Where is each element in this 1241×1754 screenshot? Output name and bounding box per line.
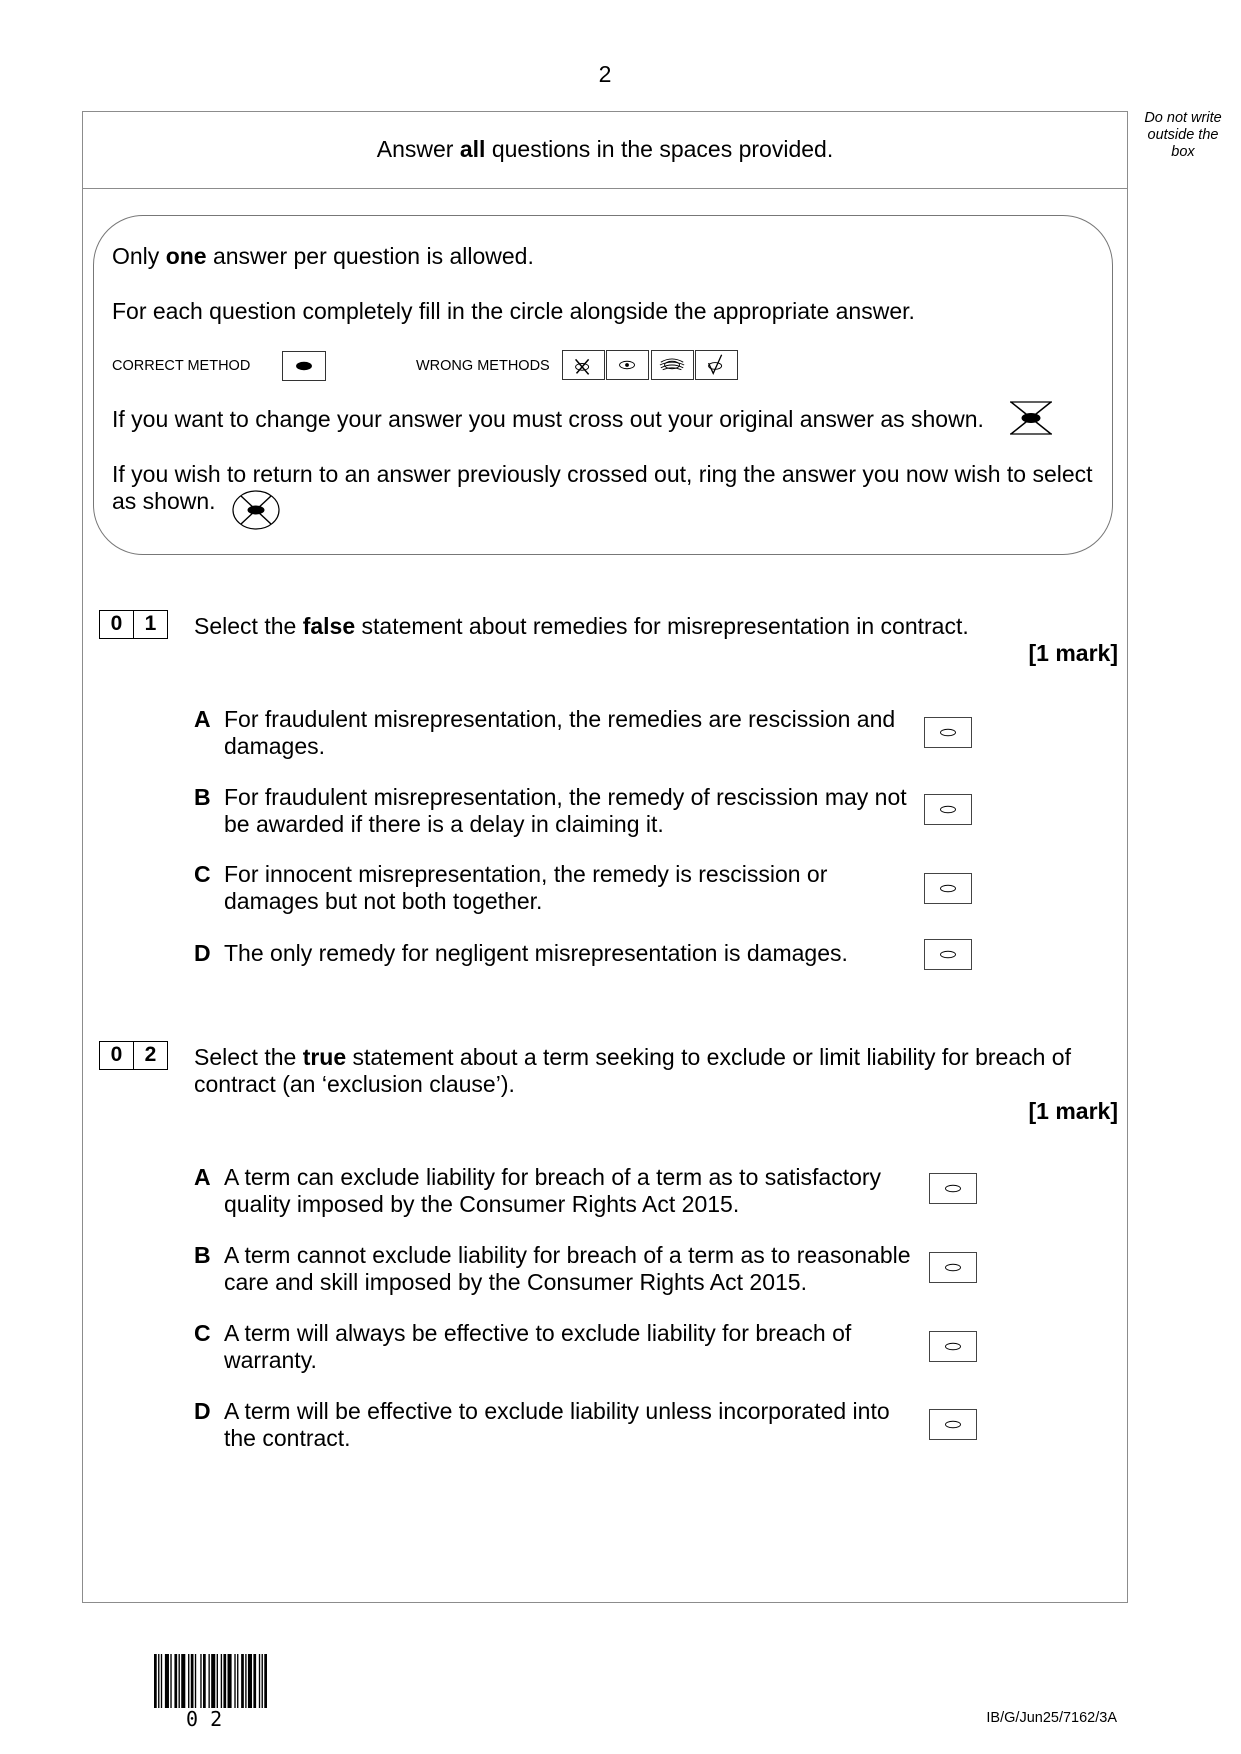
- empty-bubble-icon: [925, 874, 971, 903]
- barcode-bar: [234, 1654, 235, 1708]
- wrong-method-example-cross: [562, 350, 605, 380]
- q1-marks: [1 mark]: [1028, 640, 1118, 666]
- barcode-bar: [264, 1654, 267, 1708]
- q2-marks: [1 mark]: [1028, 1098, 1118, 1124]
- barcode-bar: [245, 1654, 246, 1708]
- q1-number-digit: 0: [99, 610, 134, 639]
- q2-option-c-line: A term will always be effective to exclude liability for breach of: [224, 1320, 852, 1346]
- correct-method-example: [282, 351, 326, 381]
- barcode-bar: [223, 1654, 226, 1708]
- barcode-bar: [228, 1654, 232, 1708]
- barcode-number: 0 2: [186, 1707, 223, 1731]
- ringed-crossed-answer-icon: [231, 489, 281, 531]
- one-answer-before: Only: [112, 243, 166, 269]
- wrong-method-example-scribble: [651, 350, 694, 380]
- scribbled-bubble-icon: [652, 351, 693, 379]
- q2-option-b-answer-bubble[interactable]: [929, 1252, 977, 1283]
- barcode-bar: [174, 1654, 177, 1708]
- q1-number-digit: 1: [133, 610, 168, 639]
- return-answer-instruction-line: as shown.: [112, 488, 216, 514]
- q2-option-b-line: A term cannot exclude liability for breach of a term as to reasonable: [224, 1242, 911, 1268]
- crossed-out-answer-icon: [1007, 399, 1055, 437]
- barcode-bar: [170, 1654, 171, 1708]
- barcode-bar: [253, 1654, 256, 1708]
- q2-option-a-line: quality imposed by the Consumer Rights Act 2015.: [224, 1191, 740, 1217]
- q1-option-b-letter: B: [194, 784, 211, 810]
- barcode-bar: [161, 1654, 162, 1708]
- q1-option-a-line: For fraudulent misrepresentation, the remedies are rescission and: [224, 706, 896, 732]
- q2-option-c-line: warranty.: [224, 1347, 317, 1373]
- q2-stem-before: Select the: [194, 1044, 303, 1070]
- q2-option-a-letter: A: [194, 1164, 211, 1190]
- q2-stem-emphasis: true: [302, 1044, 347, 1070]
- wrong-methods-label: WRONG METHODS: [416, 358, 550, 374]
- barcode-bar: [179, 1654, 180, 1708]
- barcode-bar: [221, 1654, 222, 1708]
- header-emphasis: all: [459, 136, 486, 162]
- q1-option-b-line: be awarded if there is a delay in claiming it.: [224, 811, 664, 837]
- q2-stem: [194, 1044, 1071, 1071]
- q2-stem-after: statement about a term seeking to exclude or limit liability for breach of: [346, 1044, 1071, 1070]
- header-instruction: [82, 136, 1128, 163]
- crossed-bubble-icon: [563, 351, 604, 379]
- barcode-bar: [203, 1654, 206, 1708]
- q1-option-b-answer-bubble[interactable]: [924, 794, 972, 825]
- fill-circle-instruction: For each question completely fill in the circle alongside the appropriate answer.: [112, 298, 915, 324]
- q1-option-a-answer-bubble[interactable]: [924, 717, 972, 748]
- q2-option-d-text: [224, 1398, 890, 1452]
- q2-option-d-letter: D: [194, 1398, 211, 1424]
- q1-stem-after: statement about remedies for misrepresentation in contract.: [355, 613, 969, 639]
- barcode-bar: [158, 1654, 159, 1708]
- barcode-bar: [262, 1654, 263, 1708]
- barcode-bar: [248, 1654, 252, 1708]
- paper-reference: IB/G/Jun25/7162/3A: [986, 1710, 1117, 1726]
- q1-option-c-answer-bubble[interactable]: [924, 873, 972, 904]
- q2-option-b-line: care and skill imposed by the Consumer Rights Act 2015.: [224, 1269, 807, 1295]
- margin-note-line: outside the: [1147, 127, 1219, 143]
- correct-method-label: CORRECT METHOD: [112, 358, 251, 374]
- barcode: [154, 1654, 267, 1708]
- margin-note: [1133, 110, 1233, 161]
- barcode-bar: [191, 1654, 194, 1708]
- filled-bubble-icon: [283, 352, 325, 380]
- dotted-bubble-icon: [607, 351, 648, 379]
- q1-stem-emphasis: false: [302, 613, 356, 639]
- empty-bubble-icon: [925, 940, 971, 969]
- q2-option-c-letter: C: [194, 1320, 211, 1346]
- q2-option-d-line: the contract.: [224, 1425, 351, 1451]
- q2-option-b-letter: B: [194, 1242, 211, 1268]
- q2-number-digit: 0: [99, 1041, 134, 1070]
- q2-number-digit: 2: [133, 1041, 168, 1070]
- q2-stem-continuation: contract (an ‘exclusion clause’).: [194, 1071, 515, 1097]
- q1-option-b-text: [224, 784, 907, 838]
- empty-bubble-icon: [930, 1253, 976, 1282]
- q2-option-a-answer-bubble[interactable]: [929, 1173, 977, 1204]
- q2-option-a-text: [224, 1164, 881, 1218]
- barcode-bar: [259, 1654, 260, 1708]
- one-answer-rule: [112, 243, 534, 270]
- barcode-bar: [154, 1654, 157, 1708]
- barcode-bar: [211, 1654, 215, 1708]
- barcode-bar: [241, 1654, 244, 1708]
- ticked-bubble-icon: [696, 351, 737, 379]
- change-answer-instruction: If you want to change your answer you must cross out your original answer as shown.: [112, 406, 984, 432]
- q1-option-a-line: damages.: [224, 733, 326, 759]
- q1-option-d-letter: D: [194, 940, 211, 966]
- barcode-bar: [195, 1654, 196, 1708]
- q1-option-b-line: For fraudulent misrepresentation, the remedy of rescission may not: [224, 784, 907, 810]
- q2-option-a-line: A term can exclude liability for breach of a term as to satisfactory: [224, 1164, 882, 1190]
- margin-note-line: box: [1171, 144, 1195, 160]
- q1-option-c-line: damages but not both together.: [224, 888, 543, 914]
- q1-option-d-text: [224, 940, 848, 967]
- empty-bubble-icon: [930, 1174, 976, 1203]
- q1-option-c-line: For innocent misrepresentation, the remedy is rescission or: [224, 861, 828, 887]
- q1-stem-before: Select the: [194, 613, 303, 639]
- barcode-bar: [165, 1654, 169, 1708]
- barcode-bar: [208, 1654, 209, 1708]
- empty-bubble-icon: [930, 1332, 976, 1361]
- q1-option-d-answer-bubble[interactable]: [924, 939, 972, 970]
- q1-option-a-letter: A: [194, 706, 211, 732]
- one-answer-after: answer per question is allowed.: [206, 243, 534, 269]
- q1-stem: [194, 613, 969, 640]
- q2-option-d-answer-bubble[interactable]: [929, 1409, 977, 1440]
- barcode-bar: [217, 1654, 218, 1708]
- one-answer-emphasis: one: [165, 243, 207, 269]
- q1-option-d-line: The only remedy for negligent misrepresentation is damages.: [224, 940, 848, 966]
- wrong-method-example-tick: [695, 350, 738, 380]
- wrong-method-example-dot: [606, 350, 649, 380]
- return-answer-instruction-line: If you wish to return to an answer previously crossed out, ring the answer you now wish to select: [112, 461, 1093, 487]
- barcode-bar: [200, 1654, 201, 1708]
- empty-bubble-icon: [930, 1410, 976, 1439]
- q1-option-c-letter: C: [194, 861, 211, 887]
- q2-option-b-text: [224, 1242, 911, 1296]
- margin-note-line: Do not write: [1144, 110, 1222, 126]
- empty-bubble-icon: [925, 795, 971, 824]
- q1-option-a-text: [224, 706, 895, 760]
- header-before: Answer: [376, 136, 460, 162]
- header-after: questions in the spaces provided.: [485, 136, 834, 162]
- empty-bubble-icon: [925, 718, 971, 747]
- header-divider: [82, 188, 1128, 189]
- barcode-bar: [181, 1654, 185, 1708]
- ringed-answer-example: [231, 489, 281, 531]
- q2-option-d-line: A term will be effective to exclude liability unless incorporated into: [224, 1398, 890, 1424]
- q2-option-c-text: [224, 1320, 851, 1374]
- barcode-bar: [237, 1654, 238, 1708]
- q1-option-c-text: [224, 861, 827, 915]
- crossed-out-answer-example: [1007, 399, 1055, 437]
- page-number: 2: [598, 61, 612, 87]
- q2-option-c-answer-bubble[interactable]: [929, 1331, 977, 1362]
- barcode-bar: [188, 1654, 189, 1708]
